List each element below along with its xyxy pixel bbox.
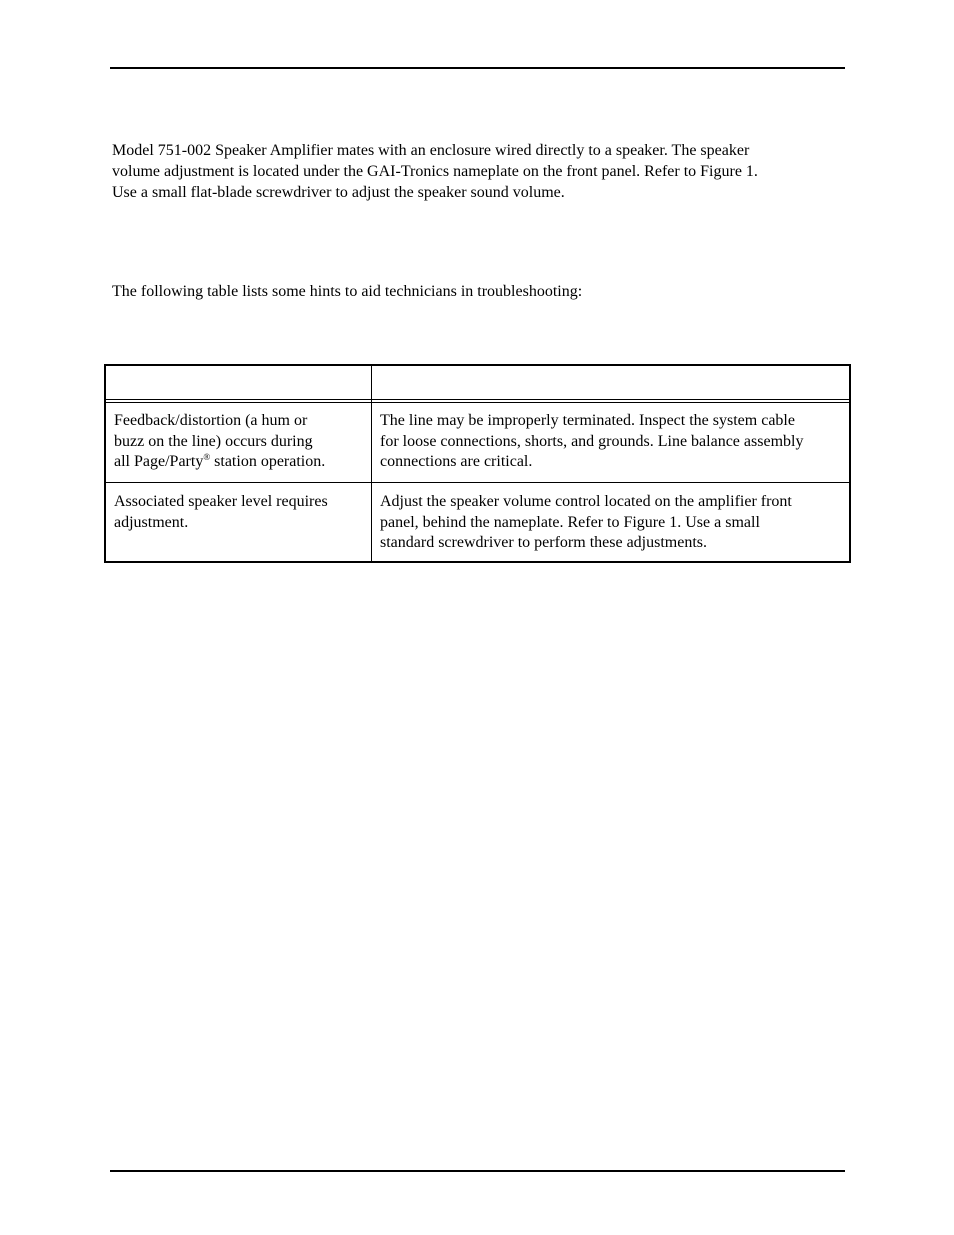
table-cell-solution [380, 492, 850, 554]
header-divider [106, 399, 849, 400]
cell-line: Adjust the speaker volume control located on the amplifier front [380, 493, 792, 510]
column-divider [371, 366, 372, 561]
intro-line: volume adjustment is located under the GAI-Tronics nameplate on the front panel. Refer to Figure 1. [112, 163, 758, 180]
cell-line: panel, behind the nameplate. Refer to Figure 1. Use a small [380, 513, 760, 531]
cell-line: adjustment. [114, 513, 189, 531]
cell-line: The line may be improperly terminated. Inspect the system cable [380, 412, 795, 429]
cell-text: station operation. [210, 453, 326, 470]
row-divider [106, 482, 849, 483]
intro-paragraph [112, 140, 847, 203]
cell-text: all Page/Party [114, 453, 204, 470]
troubleshooting-table [104, 364, 851, 563]
cell-line: buzz on the line) occurs during [114, 432, 313, 450]
table-cell-problem [114, 492, 364, 533]
cell-line: connections are critical. [380, 453, 533, 470]
cell-line [114, 452, 364, 473]
intro-line: Use a small flat-blade screwdriver to adjust the speaker sound volume. [112, 184, 565, 201]
cell-line: for loose connections, shorts, and grounds. Line balance assembly [380, 432, 804, 450]
table-cell-solution [380, 411, 850, 473]
table-cell-problem [114, 411, 364, 473]
header-divider-double [106, 402, 849, 403]
footer-rule [110, 1170, 845, 1172]
intro-line: Model 751-002 Speaker Amplifier mates with an enclosure wired directly to a speaker. The speaker [112, 142, 750, 159]
cell-line: Associated speaker level requires [114, 493, 328, 510]
troubleshooting-intro: The following table lists some hints to aid technicians in troubleshooting: [112, 283, 583, 300]
cell-line: Feedback/distortion (a hum or [114, 412, 308, 429]
cell-line: standard screwdriver to perform these adjustments. [380, 534, 708, 551]
registered-mark: ® [203, 452, 211, 462]
header-rule [110, 67, 845, 69]
